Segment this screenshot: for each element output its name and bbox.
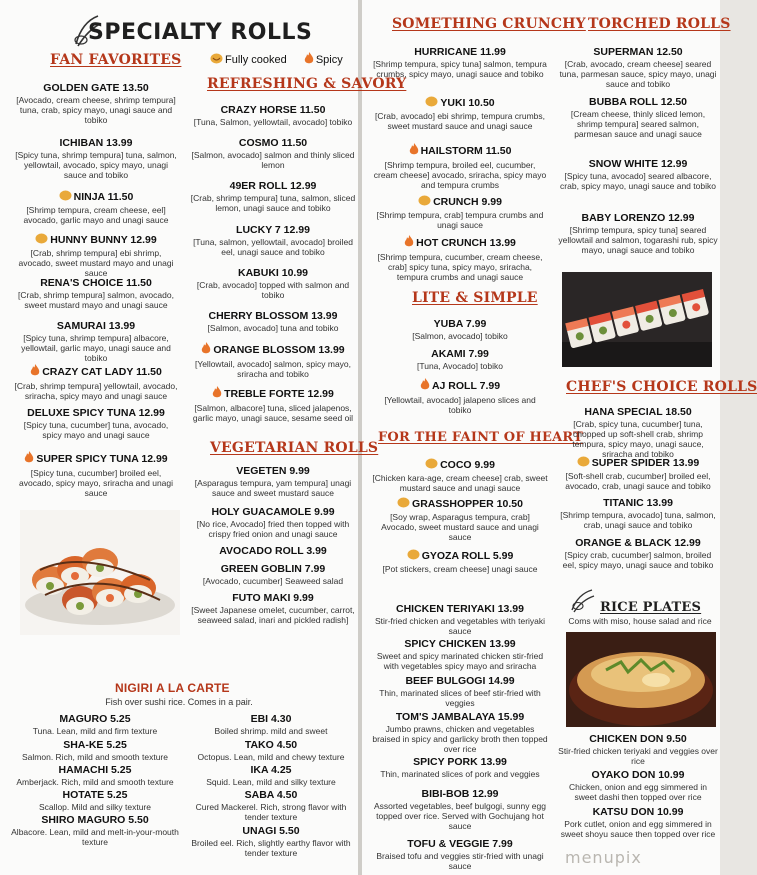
spicy-flame-icon: [212, 386, 222, 402]
legend: [210, 52, 343, 68]
menu-item-cosmo: COSMO 11.50 [Salmon, avocado] salmon and thinly sliced lemon: [191, 137, 355, 170]
section-faint-of-heart: FOR THE FAINT OF HEART: [378, 430, 583, 445]
fully-cooked-icon: [407, 549, 420, 563]
menu-item-baby-lorenzo: BABY LORENZO 12.99 [Shrimp tempura, spicy tuna] seared yellowtail and salmon, togarashi rub, spicy mayo, unagi sauce and tobiko: [558, 212, 718, 255]
menu-item-toms-jambalaya: TOM'S JAMBALAYA 15.99 Jumbo prawns, chicken and vegetables braised in spicy and garlicky broth then topped over rice: [372, 711, 548, 754]
menu-item-yuki: YUKI 10.50 [Crab, avocado] ebi shrimp, tempura crumbs, sweet mustard sauce and unagi sauce: [374, 96, 546, 131]
menu-item-hailstorm: HAILSTORM 11.50 [Shrimp tempura, broiled eel, cucumber, cream cheese] avocado, sriracha, spicy mayo and tempura crumbs: [373, 144, 547, 190]
menu-item-deluxe-spicy-tuna: DELUXE SPICY TUNA 12.99 [Spicy tuna, cucumber] tuna, avocado, spicy mayo and unagi sauce: [23, 407, 169, 440]
section-rice-plates: RICE PLATES: [600, 600, 702, 615]
nigiri-sha-ke: SHA-KE 5.25 Salmon. Rich, mild and smooth texture: [22, 739, 168, 762]
nigiri-maguro: MAGURO 5.25 Tuna. Lean, mild and firm texture: [32, 713, 158, 736]
menu-item-superman: SUPERMAN 12.50 [Crab, avocado, cream cheese] seared tuna, parmesan sauce, spicy mayo, unagi sauce and tobiko: [559, 46, 717, 89]
fully-cooked-icon: [59, 190, 72, 204]
section-torched-rolls: TORCHED ROLLS: [588, 16, 731, 32]
menu-item-akami: AKAMI 7.99 [Tuna, Avocado] tobiko: [416, 348, 503, 371]
menu-item-green-goblin: GREEN GOBLIN 7.99 [Avocado, cucumber] Seaweed salad: [202, 563, 344, 586]
menu-item-renas-choice: RENA'S CHOICE 11.50 [Crab, shrimp tempura] salmon, avocado, sweet mustard mayo and unagi sauce: [18, 277, 174, 310]
menu-item-titanic: TITANIC 13.99 [Shrimp tempura, avocado] tuna, salmon, crab, unagi sauce and tobiko: [560, 497, 716, 530]
section-something-crunchy: SOMETHING CRUNCHY: [392, 16, 586, 32]
menu-item-crazy-horse: CRAZY HORSE 11.50 [Tuna, Salmon, yellowtail, avocado] tobiko: [193, 104, 353, 127]
menu-item-super-spicy-tuna: SUPER SPICY TUNA 12.99 [Spicy tuna, cucumber] broiled eel, avocado, spicy mayo, sriracha and unagi sauce: [18, 452, 174, 498]
menu-item-bubba-roll: BUBBA ROLL 12.50 [Cream cheese, thinly sliced lemon, shrimp tempura] seared salmon, parmesan sauce and unagi sauce: [570, 96, 706, 139]
watermark: menupix: [565, 848, 642, 867]
menu-item-lucky-7: LUCKY 7 12.99 [Tuna, salmon, yellowtail, avocado] broiled eel, unagi sauce and tobiko: [193, 224, 353, 257]
section-chefs-choice: CHEF'S CHOICE ROLLS: [566, 379, 757, 395]
menu-item-katsu-don: KATSU DON 10.99 Pork cutlet, onion and egg simmered in sweet shoyu sauce then topped over rice: [560, 806, 716, 839]
spicy-flame-icon: [201, 342, 211, 358]
fully-cooked-icon: [425, 96, 438, 110]
nigiri-ika: IKA 4.25 Squid. Lean, mild and silky texture: [206, 764, 336, 787]
section-lite-simple: LITE & SIMPLE: [412, 290, 538, 306]
fully-cooked-icon: [35, 233, 48, 247]
menu-item-crunch: CRUNCH 9.99 [Shrimp tempura, crab] tempura crumbs and unagi sauce: [376, 195, 544, 230]
menu-item-holy-guacamole: HOLY GUACAMOLE 9.99 [No rice, Avocado] fried then topped with crispy fried onion and unagi sauce: [196, 506, 350, 539]
menu-item-futo-maki: FUTO MAKI 9.99 [Sweet Japanese omelet, cucumber, carrot, seaweed salad, inari and pickled radish]: [191, 592, 355, 625]
menu-item-hot-crunch: HOT CRUNCH 13.99 [Shrimp tempura, cucumber, cream cheese, crab] spicy tuna, spicy mayo, sriracha, tempura crumbs and unagi sauce: [377, 236, 543, 282]
section-fan-favorites: FAN FAVORITES: [50, 52, 182, 68]
menu-item-tofu-veggie: TOFU & VEGGIE 7.99 Braised tofu and veggies stir-fried with unagi sauce: [376, 838, 544, 871]
chopsticks-bowl-icon: [570, 588, 596, 614]
nigiri-ebi: EBI 4.30 Boiled shrimp. mild and sweet: [214, 713, 328, 736]
menu-item-spicy-pork: SPICY PORK 13.99 Thin, marinated slices of pork and veggies: [380, 756, 540, 779]
menu-item-chicken-don: CHICKEN DON 9.50 Stir-fried chicken teriyaki and veggies over rice: [558, 733, 718, 766]
menu-item-orange-blossom: ORANGE BLOSSOM 13.99 [Yellowtail, avocado] salmon, spicy mayo, sriracha and tobiko: [194, 343, 352, 379]
nigiri-hamachi: HAMACHI 5.25 Amberjack. Rich, mild and smooth texture: [16, 764, 174, 787]
menu-item-hurricane: HURRICANE 11.99 [Shrimp tempura, spicy tuna] salmon, tempura crumbs, spicy mayo, unagi sauce and tobiko: [373, 46, 547, 79]
menu-item-golden-gate: GOLDEN GATE 13.50 [Avocado, cream cheese, shrimp tempura] tuna, crab, spicy mayo, unagi sauce and tobiko: [16, 82, 176, 125]
menu-item-aj-roll: AJ ROLL 7.99 [Yellowtail, avocado] jalapeno slices and tobiko: [384, 379, 536, 415]
rice-bowl-photo: [566, 632, 716, 727]
spicy-flame-icon: [304, 52, 314, 68]
menu-item-chicken-teriyaki: CHICKEN TERIYAKI 13.99 Stir-fried chicken and vegetables with teriyaki sauce: [374, 603, 546, 636]
nigiri-tako: TAKO 4.50 Octopus. Lean, mild and chewy texture: [197, 739, 345, 762]
menu-item-ichiban: ICHIBAN 13.99 [Spicy tuna, shrimp tempura] tuna, salmon, yellowtail, avocado, spicy mayo, unagi sauce and tobiko: [15, 137, 177, 180]
legend-fully-cooked: Fully cooked: [225, 53, 287, 66]
section-nigiri: NIGIRI A LA CARTE: [115, 681, 230, 695]
menu-item-hana-special: HANA SPECIAL 18.50 [Crab, spicy tuna, cucumber] tuna, chopped up soft-shell crab, shrimp tempura, spicy mayo, unagi sauce, sriracha and tobiko: [572, 406, 704, 459]
fully-cooked-icon: [418, 195, 431, 209]
menu-item-orange-black: ORANGE & BLACK 12.99 [Spicy crab, cucumber] salmon, broiled eel, spicy mayo, unagi sauce and tobiko: [562, 537, 714, 570]
nigiri-subtitle: Fish over sushi rice. Comes in a pair.: [105, 697, 253, 707]
rice-plates-subtitle: Coms with miso, house salad and rice: [568, 616, 712, 626]
nigiri-hotate: HOTATE 5.25 Scallop. Mild and silky texture: [39, 789, 151, 812]
spicy-flame-icon: [404, 235, 414, 251]
spicy-flame-icon: [30, 364, 40, 380]
fully-cooked-icon: [210, 53, 223, 67]
torched-roll-photo: [562, 272, 712, 367]
menu-item-treble-forte: TREBLE FORTE 12.99 [Salmon, albacore] tuna, sliced jalapenos, garlic mayo, unagi sauce, sesame seed oil: [192, 387, 354, 423]
menu-item-kabuki: KABUKI 10.99 [Crab, avocado] topped with salmon and tobiko: [196, 267, 350, 300]
spicy-flame-icon: [409, 143, 419, 159]
menu-item-yuba: YUBA 7.99 [Salmon, avocado] tobiko: [412, 318, 508, 341]
fully-cooked-icon: [577, 456, 590, 470]
menu-item-49er-roll: 49ER ROLL 12.99 [Crab, shrimp tempura] tuna, salmon, sliced lemon, unagi sauce and tobiko: [190, 180, 356, 213]
menu-item-spicy-chicken: SPICY CHICKEN 13.99 Sweet and spicy marinated chicken stir-fried with vegetables spicy mayo and sriracha: [376, 638, 544, 671]
nigiri-saba: SABA 4.50 Cured Mackerel. Rich, strong flavor with tender texture: [195, 789, 347, 822]
fully-cooked-icon: [425, 458, 438, 472]
menu-item-grasshopper: GRASSHOPPER 10.50 [Soy wrap, Asparagus tempura, crab] Avocado, sweet mustard sauce and unagi sauce: [381, 497, 539, 542]
menu-item-vegeten: VEGETEN 9.99 [Asparagus tempura, yam tempura] unagi sauce and sweet mustard sauce: [194, 465, 352, 498]
sushi-roll-photo: [20, 510, 180, 635]
menu-item-super-spider: SUPER SPIDER 13.99 [Soft-shell crab, cucumber] broiled eel, avocado, crab, unagi sauce and tobiko: [565, 456, 711, 491]
nigiri-shiro-maguro: SHIRO MAGURO 5.50 Albacore. Lean, mild and melt-in-your-mouth texture: [11, 814, 179, 847]
page-title: SPECIALTY ROLLS: [88, 20, 313, 45]
section-refreshing-savory: REFRESHING & SAVORY: [207, 76, 407, 92]
fully-cooked-icon: [397, 497, 410, 511]
menu-item-ninja: NINJA 11.50 [Shrimp tempura, cream cheese, eel] avocado, garlic mayo and unagi sauce: [23, 190, 169, 225]
menu-item-hunny-bunny: HUNNY BUNNY 12.99 [Crab, shrimp tempura] ebi shrimp, avocado, sweet mustard mayo and unagi sauce: [18, 233, 174, 278]
menu-item-beef-bulgogi: BEEF BULGOGI 14.99 Thin, marinated slices of beef stir-fried with veggies: [379, 675, 541, 708]
menu-item-snow-white: SNOW WHITE 12.99 [Spicy tuna, avocado] seared albacore, crab, spicy mayo, unagi sauce and tobiko: [560, 158, 716, 191]
menu-item-gyoza-roll: GYOZA ROLL 5.99 [Pot stickers, cream cheese] unagi sauce: [382, 549, 538, 574]
menu-item-crazy-cat-lady: CRAZY CAT LADY 11.50 [Crab, shrimp tempura] yellowtail, avocado, sriracha, spicy mayo and unagi sauce: [14, 365, 178, 401]
spicy-flame-icon: [24, 451, 34, 467]
menu-item-avocado-roll: AVOCADO ROLL 3.99: [219, 545, 327, 557]
legend-spicy: Spicy: [315, 53, 343, 66]
menu-item-bibi-bob: BIBI-BOB 12.99 Assorted vegetables, beef bulgogi, sunny egg topped over rice. Served with Gochujang hot sauce: [373, 788, 546, 831]
nigiri-unagi: UNAGI 5.50 Broiled eel. Rich, slightly earthy flavor with tender texture: [191, 825, 351, 858]
section-vegetarian-rolls: VEGETARIAN ROLLS: [210, 440, 379, 456]
spicy-flame-icon: [420, 378, 430, 394]
menu-item-coco: COCO 9.99 [Chicken kara-age, cream cheese] crab, sweet mustard sauce and unagi sauce: [372, 458, 548, 493]
menu-item-samurai: SAMURAI 13.99 [Spicy tuna, shrimp tempura] albacore, yellowtail, garlic mayo, unagi sauce and tobiko: [21, 320, 171, 363]
menu-item-cherry-blossom: CHERRY BLOSSOM 13.99 [Salmon, avocado] tuna and tobiko: [207, 310, 339, 333]
menu-item-oyako-don: OYAKO DON 10.99 Chicken, onion and egg simmered in sweet dashi then topped over rice: [569, 769, 707, 802]
